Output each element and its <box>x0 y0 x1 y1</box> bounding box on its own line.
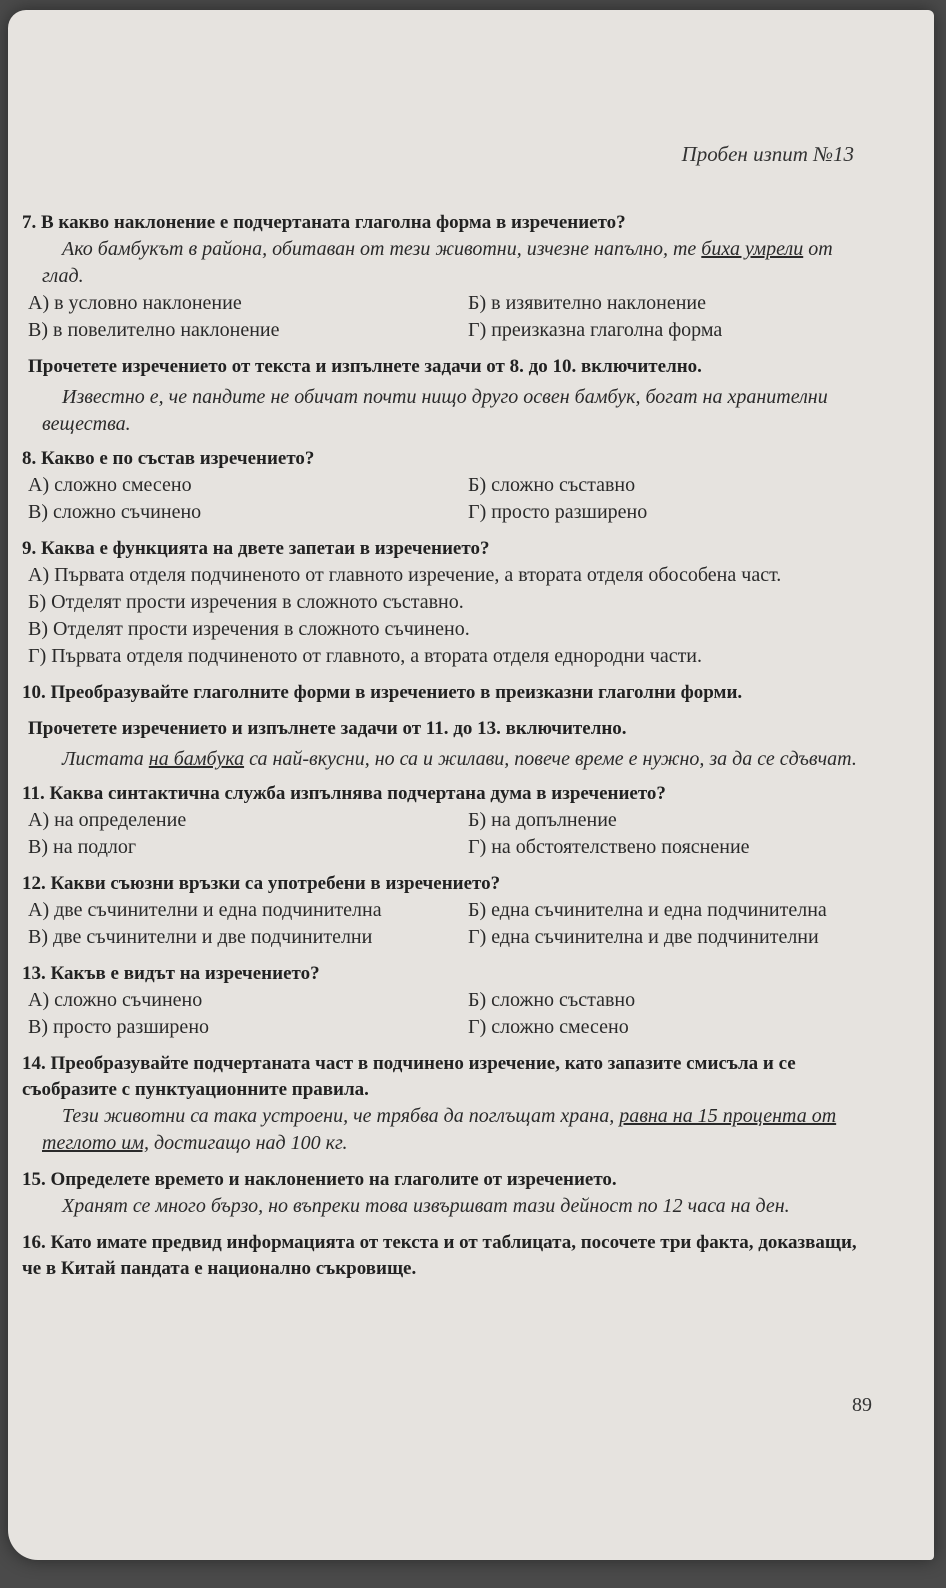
option-d[interactable]: Г) просто разширено <box>468 501 648 523</box>
option-d[interactable]: Г) една съчинителна и две подчинителни <box>468 926 819 948</box>
question-number: 12. <box>22 873 46 894</box>
answer-options <box>22 987 878 1041</box>
page-number: 89 <box>852 1394 872 1416</box>
underlined-phrase: биха умрели <box>701 238 804 260</box>
question-13 <box>22 961 878 1041</box>
option-d[interactable]: Г) Първата отделя подчиненото от главното, а втората отделя еднородни части. <box>28 645 703 667</box>
question-9 <box>22 536 878 670</box>
question-text: Определете времето и наклонението на глаголите от изречението. <box>50 1169 617 1190</box>
option-a[interactable]: А) две съчинителни и една подчинителна <box>28 899 382 921</box>
option-b[interactable]: Б) една съчинителна и една подчинителна <box>468 899 827 921</box>
question-number: 13. <box>22 963 46 984</box>
question-text: Преобразувайте глаголните форми в изречението в преизказни глаголни форми. <box>50 682 743 703</box>
option-a[interactable]: А) Първата отделя подчиненото от главното изречение, а втората отделя обособена част. <box>28 564 782 586</box>
option-b[interactable]: Б) сложно съставно <box>468 989 636 1011</box>
option-c[interactable]: В) Отделят прости изречения в сложното съчинено. <box>28 618 470 640</box>
option-c[interactable]: В) на подлог <box>28 836 137 858</box>
instruction-8-10: Прочетете изречението от текста и изпълнете задачи от 8. до 10. включително. <box>28 356 702 377</box>
option-c[interactable]: В) две съчинителни и две подчинителни <box>28 926 373 948</box>
question-number: 16. <box>22 1232 46 1253</box>
question-number: 11. <box>22 783 45 804</box>
example-sentence: Листата на бамбука са най-вкусни, но са и жилави, повече време е нужно, за да се сдъвчат. <box>62 748 857 770</box>
option-c[interactable]: В) в повелително наклонение <box>28 319 280 341</box>
question-text: Каква синтактична служба изпълнява подчертана дума в изречението? <box>49 783 666 804</box>
option-c[interactable]: В) сложно съчинено <box>28 501 202 523</box>
textbook-page <box>8 10 934 1560</box>
example-sentence: Тези животни са така устроени, че трябва да поглъщат храна, равна на 15 процента от теглото им, достигащо над 100 кг. <box>42 1105 837 1154</box>
question-number: 8. <box>22 448 37 469</box>
question-number: 9. <box>22 538 37 559</box>
question-text: Какви съюзни връзки са употребени в изречението? <box>50 873 501 894</box>
example-sentence: Известно е, че пандите не обичат почти нищо друго освен бамбук, богат на хранителни вещества. <box>42 386 828 435</box>
question-number: 15. <box>22 1169 46 1190</box>
answer-options <box>22 807 878 861</box>
example-sentence: Ако бамбукът в района, обитаван от тези животни, изчезне напълно, те биха умрели от глад. <box>42 238 833 287</box>
option-d[interactable]: Г) преизказна глаголна форма <box>468 319 723 341</box>
option-a[interactable]: А) сложно съчинено <box>28 989 203 1011</box>
question-text: Какъв е видът на изречението? <box>50 963 320 984</box>
page-header: Пробен изпит №13 <box>681 142 854 166</box>
option-a[interactable]: А) в условно наклонение <box>28 292 242 314</box>
question-7 <box>22 210 878 344</box>
question-text: Каква е функцията на двете запетаи в изречението? <box>41 538 490 559</box>
option-a[interactable]: А) на определение <box>28 809 187 831</box>
question-number: 10. <box>22 682 46 703</box>
option-a[interactable]: А) сложно смесено <box>28 474 192 496</box>
option-b[interactable]: Б) сложно съставно <box>468 474 636 496</box>
question-number: 7. <box>22 212 37 233</box>
question-text: Като имате предвид информацията от текста и от таблицата, посочете три факта, доказващи, че в Китай пандата е национално съкровище. <box>22 1232 857 1279</box>
option-b[interactable]: Б) в изявително наклонение <box>468 292 706 314</box>
question-14 <box>22 1051 878 1157</box>
option-d[interactable]: Г) сложно смесено <box>468 1016 629 1038</box>
question-15 <box>22 1167 878 1220</box>
option-d[interactable]: Г) на обстоятелствено пояснение <box>468 836 750 858</box>
question-11 <box>22 781 878 861</box>
answer-options <box>22 897 878 951</box>
example-sentence: Хранят се много бързо, но въпреки това извършват тази дейност по 12 часа на ден. <box>62 1195 790 1217</box>
question-text: В какво наклонение е подчертаната глаголна форма в изречението? <box>41 212 626 233</box>
page-content <box>22 140 878 1292</box>
answer-options <box>22 562 878 670</box>
option-b[interactable]: Б) Отделят прости изречения в сложното съставно. <box>28 591 464 613</box>
answer-options <box>22 290 878 344</box>
question-16 <box>22 1230 878 1282</box>
question-number: 14. <box>22 1053 46 1074</box>
option-c[interactable]: В) просто разширено <box>28 1016 210 1038</box>
question-text: Какво е по състав изречението? <box>41 448 315 469</box>
question-10 <box>22 680 878 706</box>
question-12 <box>22 871 878 951</box>
instruction-11-13: Прочетете изречението и изпълнете задачи от 11. до 13. включително. <box>28 718 627 739</box>
option-b[interactable]: Б) на допълнение <box>468 809 617 831</box>
question-text: Преобразувайте подчертаната част в подчинено изречение, като запазите смисъла и се съобразите с пунктуационните правила. <box>22 1053 796 1100</box>
underlined-phrase: на бамбука <box>148 748 245 770</box>
question-8 <box>22 446 878 526</box>
underlined-phrase: равна на 15 процента от теглото им, <box>42 1105 837 1154</box>
answer-options <box>22 472 878 526</box>
